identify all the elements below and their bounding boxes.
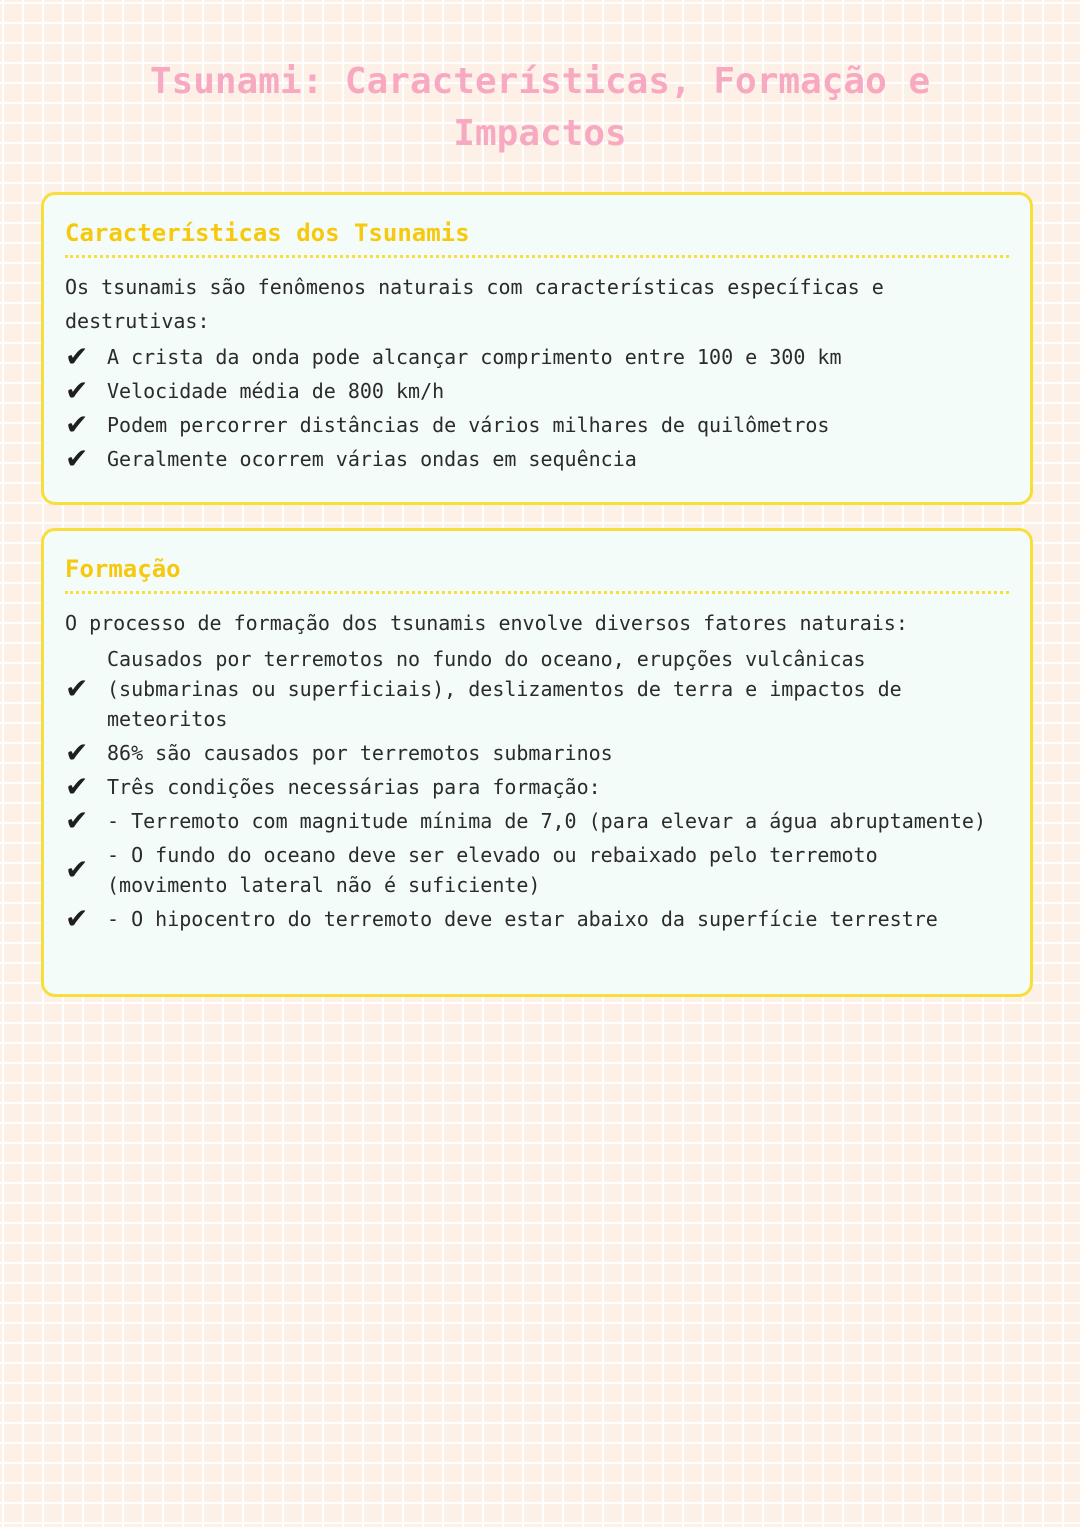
check-icon: ✔: [65, 408, 89, 441]
list-item: [65, 376, 1009, 406]
list-item-text: 86% são causados por terremotos submarinos: [107, 741, 613, 765]
section-intro: Os tsunamis são fenômenos naturais com características específicas e destrutivas:: [65, 275, 884, 333]
list-item-text: Três condições necessárias para formação:: [107, 775, 601, 799]
check-icon: ✔: [65, 853, 89, 886]
check-icon: ✔: [65, 736, 89, 769]
list-item-text: - O hipocentro do terremoto deve estar abaixo da superfície terrestre: [107, 907, 938, 931]
check-icon: ✔: [65, 340, 89, 373]
list-item: [65, 806, 1009, 836]
list-item: [65, 840, 1009, 900]
check-icon: ✔: [65, 804, 89, 837]
characteristics-list: [65, 342, 1009, 474]
formation-list: [65, 644, 1009, 934]
check-icon: ✔: [65, 672, 89, 705]
list-item-text: A crista da onda pode alcançar comprimento entre 100 e 300 km: [107, 345, 842, 369]
list-item: [65, 444, 1009, 474]
section-heading: Formação: [65, 551, 1009, 594]
list-item-text: Velocidade média de 800 km/h: [107, 379, 445, 403]
check-icon: ✔: [65, 442, 89, 475]
list-item: [65, 644, 1009, 734]
list-item-text: Geralmente ocorrem várias ondas em sequência: [107, 447, 637, 471]
list-item: [65, 772, 1009, 802]
section-intro: O processo de formação dos tsunamis envolve diversos fatores naturais:: [65, 611, 908, 635]
list-item-text: Causados por terremotos no fundo do oceano, erupções vulcânicas (submarinas ou superficiais), deslizamentos de terra e impactos de meteoritos: [107, 647, 902, 731]
list-item: [65, 738, 1009, 768]
list-item-text: - O fundo do oceano deve ser elevado ou rebaixado pelo terremoto (movimento lateral não é suficiente): [107, 843, 878, 897]
page-title: Tsunami: Características, Formação e Impactos: [149, 61, 931, 154]
section-heading: Características dos Tsunamis: [65, 215, 1009, 258]
list-item-text: Podem percorrer distâncias de vários milhares de quilômetros: [107, 413, 830, 437]
check-icon: ✔: [65, 770, 89, 803]
formation-card: [41, 528, 1033, 997]
list-item-text: - Terremoto com magnitude mínima de 7,0 (para elevar a água abruptamente): [107, 809, 986, 833]
list-item: [65, 904, 1009, 934]
list-item: [65, 410, 1009, 440]
check-icon: ✔: [65, 374, 89, 407]
characteristics-card: [41, 192, 1033, 505]
check-icon: ✔: [65, 902, 89, 935]
list-item: [65, 342, 1009, 372]
